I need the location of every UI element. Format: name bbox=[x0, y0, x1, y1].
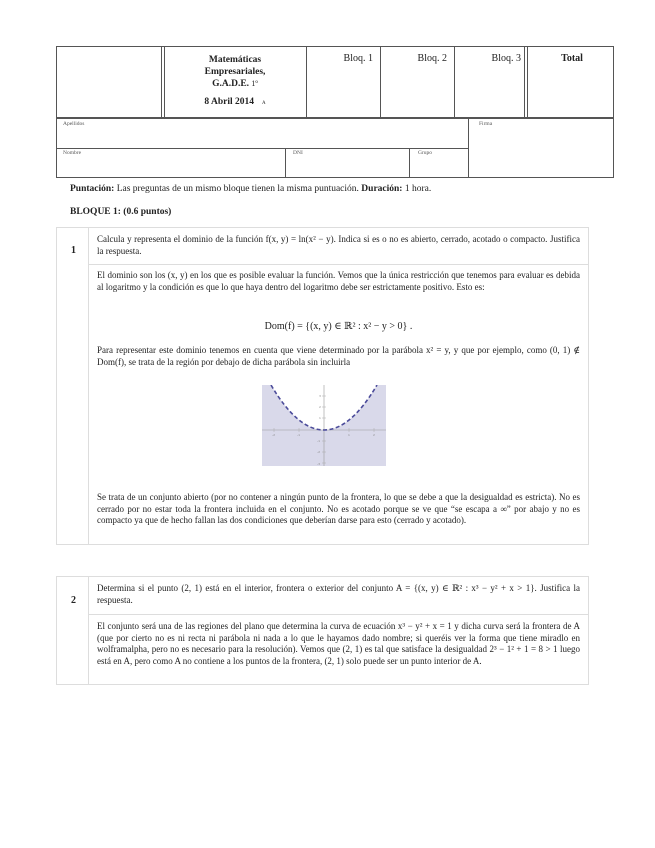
question-1-statement: Calcula y representa el dominio de la función f(x, y) = ln(x² − y). Indica si es o no es abierto, cerrado, acotado o compacto. Justifica la respuesta. bbox=[97, 234, 580, 256]
svg-text:1: 1 bbox=[348, 433, 350, 437]
divider bbox=[409, 148, 410, 177]
nombre-field[interactable]: Nombre bbox=[63, 150, 82, 156]
col-bloq-3: Bloq. 3 bbox=[491, 53, 521, 64]
apellidos-field[interactable]: Apellidos bbox=[63, 121, 85, 127]
firma-field[interactable]: Firma bbox=[479, 121, 493, 127]
question-2-statement: Determina si el punto (2, 1) está en el interior, frontera o exterior del conjunto A = {(x, y) ∈ ℝ² : x³ − y² + x > 1}. Justifica la respuesta. bbox=[97, 583, 580, 605]
svg-text:2: 2 bbox=[319, 405, 321, 409]
course-line-2: Empresariales, bbox=[204, 67, 266, 77]
svg-text:-2: -2 bbox=[317, 450, 320, 454]
course-line-3: G.A.D.E. bbox=[212, 79, 250, 89]
exam-date: 8 Abril 2014 bbox=[204, 97, 254, 107]
course-line-1: Matemáticas bbox=[208, 55, 262, 65]
duracion-text: 1 hora. bbox=[402, 184, 432, 194]
instructions bbox=[70, 183, 431, 195]
student-info-table bbox=[56, 118, 614, 178]
divider bbox=[468, 119, 469, 177]
svg-text:-1: -1 bbox=[317, 439, 320, 443]
divider bbox=[57, 148, 468, 149]
exam-header-table bbox=[56, 46, 614, 118]
question-number: 1 bbox=[57, 228, 89, 544]
svg-text:-1: -1 bbox=[297, 433, 300, 437]
question-2-box bbox=[56, 576, 589, 685]
col-bloq-1: Bloq. 1 bbox=[343, 53, 373, 64]
question-number: 2 bbox=[57, 577, 89, 684]
question-1-answer-p2: Para representar este dominio tenemos en cuenta que viene determinado por la parábola x² = y, y que por ejemplo, como (0, 1) ∉ Dom(f), se trata de la región por debajo de dicha parábola sin incluirla bbox=[97, 345, 580, 367]
col-bloq-2: Bloq. 2 bbox=[417, 53, 447, 64]
grupo-field[interactable]: Grupo bbox=[418, 150, 433, 156]
svg-text:3: 3 bbox=[319, 394, 321, 398]
duracion-label: Duración: bbox=[361, 184, 403, 194]
col-total: Total bbox=[561, 53, 583, 64]
question-1-answer-p1: El dominio son los (x, y) en los que es posible evaluar la función. Vemos que la única restricción que tenemos para evaluar es debida al logaritmo y la condición es que lo que haya dentro del logaritmo debe ser estrictamente positivo. Esto es: bbox=[97, 270, 580, 292]
puntuacion-text: Las preguntas de un mismo bloque tienen la misma puntuación. bbox=[114, 184, 362, 194]
svg-text:1: 1 bbox=[319, 416, 321, 420]
domain-plot bbox=[262, 385, 386, 466]
divider bbox=[524, 47, 528, 117]
divider bbox=[285, 148, 286, 177]
course-year: 1º bbox=[251, 79, 258, 88]
question-2-answer: El conjunto será una de las regiones del plano que determina la curva de ecuación x³ − y² + x = 1 y dicha curva será la frontera de A (que por cierto no es ni recta ni parábola ni nada a lo que le hayamos dado nombre; si queréis ver la forma que tiene miradlo en wolframalpha, pero no es necesario para la resolución). Vemos que (2, 1) es tal que satisface la desigualdad 2³ − 1² + 1 = 8 > 1 luego está en A, pero como A no contiene a los puntos de la frontera, (2, 1) solo puede ser un punto interior de A. bbox=[97, 621, 580, 666]
block-1-title: BLOQUE 1: (0.6 puntos) bbox=[70, 207, 172, 217]
divider bbox=[89, 614, 588, 615]
svg-text:-2: -2 bbox=[272, 433, 275, 437]
svg-text:-3: -3 bbox=[317, 462, 320, 466]
question-1-answer-p3: Se trata de un conjunto abierto (por no contener a ningún punto de la frontera, lo que se debe a que la desigualdad es estricta). No es cerrado por no estar toda la frontera incluida en el conjunto. No es acotado porque se ve que “se escapa a ∞” por abajo y no es compacto ya que de hecho fallan las dos condiciones que deberían darse para esto (cerrado y acotado). bbox=[97, 492, 580, 525]
course-title bbox=[165, 54, 305, 110]
svg-text:2: 2 bbox=[373, 433, 375, 437]
divider bbox=[89, 264, 588, 265]
exam-model: A bbox=[262, 101, 266, 106]
domain-formula: Dom(f) = {(x, y) ∈ ℝ² : x² − y > 0} . bbox=[264, 321, 413, 332]
dni-field[interactable]: DNI bbox=[293, 150, 303, 156]
puntuacion-label: Puntación: bbox=[70, 184, 115, 194]
